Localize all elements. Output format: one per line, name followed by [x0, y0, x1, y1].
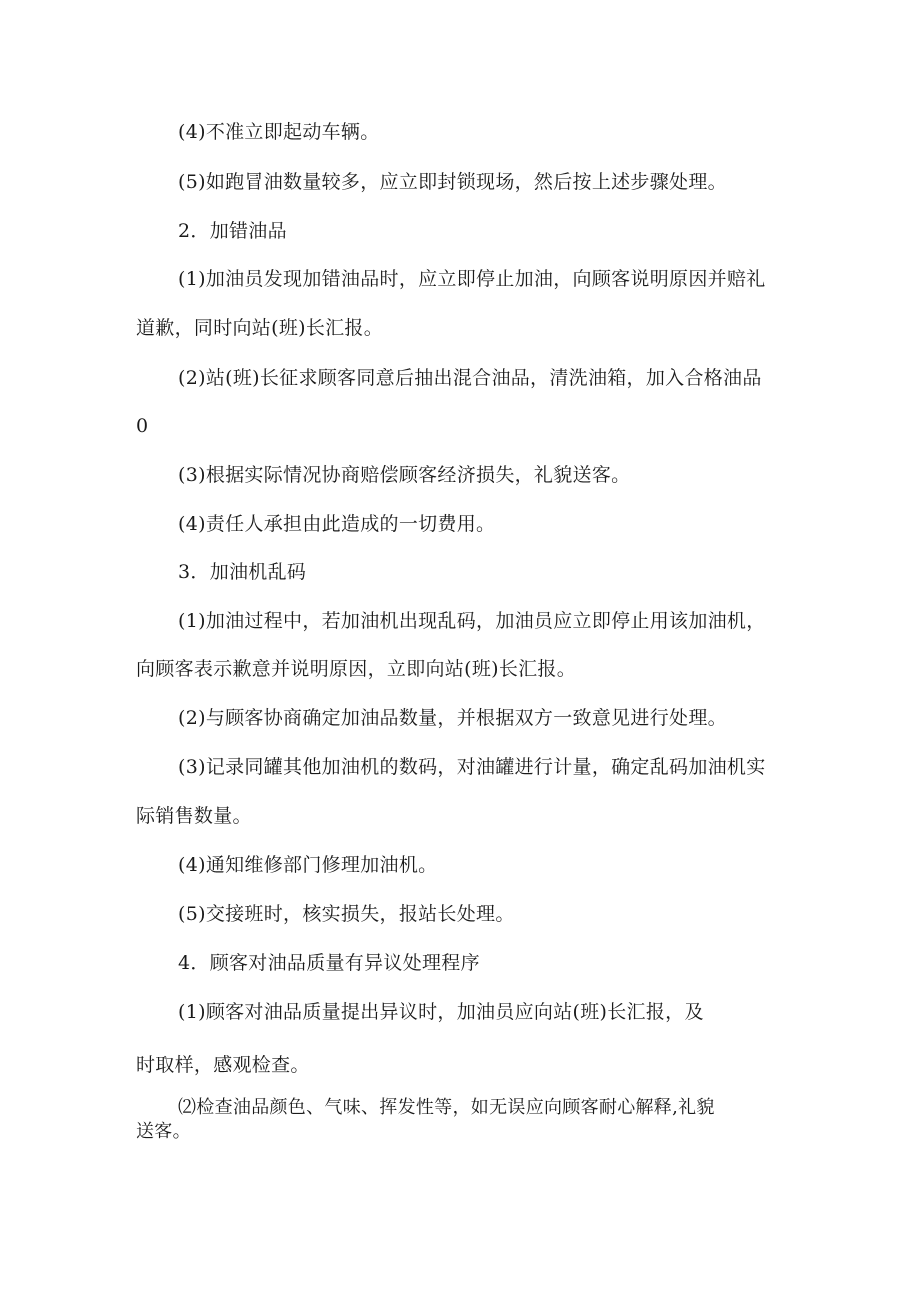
text-line: (1)加油过程中，若加油机出现乱码，加油员应立即停止用该加油机， [178, 610, 766, 632]
text-line: (1)顾客对油品质量提出异议时，加油员应向站(班)长汇报，及 [178, 1001, 704, 1023]
text-line: (2)与顾客协商确定加油品数量，并根据双方一致意见进行处理。 [178, 707, 727, 729]
text-line: (5)交接班时，核实损失，报站长处理。 [178, 903, 515, 925]
section-heading: 2．加错油品 [178, 220, 287, 242]
text-line: 送客。 [136, 1121, 191, 1142]
text-line: 向顾客表示歉意并说明原因，立即向站(班)长汇报。 [136, 658, 577, 680]
text-line: (4)不准立即起动车辆。 [178, 121, 380, 143]
text-line: 道歉，同时向站(班)长汇报。 [136, 317, 384, 339]
text-line: (5)如跑冒油数量较多，应立即封锁现场，然后按上述步骤处理。 [178, 171, 727, 193]
text-line: 时取样，感观检查。 [136, 1054, 310, 1076]
text-line: 际销售数量。 [136, 805, 252, 827]
text-line: (3)根据实际情况协商赔偿顾客经济损失，礼貌送客。 [178, 464, 631, 486]
section-heading: 3．加油机乱码 [178, 561, 307, 583]
text-line: (4)通知维修部门修理加油机。 [178, 854, 438, 876]
text-line: 0 [136, 415, 149, 437]
text-line: (3)记录同罐其他加油机的数码，对油罐进行计量，确定乱码加油机实 [178, 756, 766, 778]
text-line: ⑵检查油品颜色、气味、挥发性等，如无误应向顾客耐心解释,礼貌 [178, 1097, 715, 1118]
text-line: (2)站(班)长征求顾客同意后抽出混合油品，清洗油箱，加入合格油品 [178, 367, 762, 389]
text-line: (4)责任人承担由此造成的一切费用。 [178, 513, 496, 535]
text-line: (1)加油员发现加错油品时，应立即停止加油，向顾客说明原因并赔礼 [178, 268, 766, 290]
section-heading: 4．顾客对油品质量有异议处理程序 [178, 952, 480, 974]
